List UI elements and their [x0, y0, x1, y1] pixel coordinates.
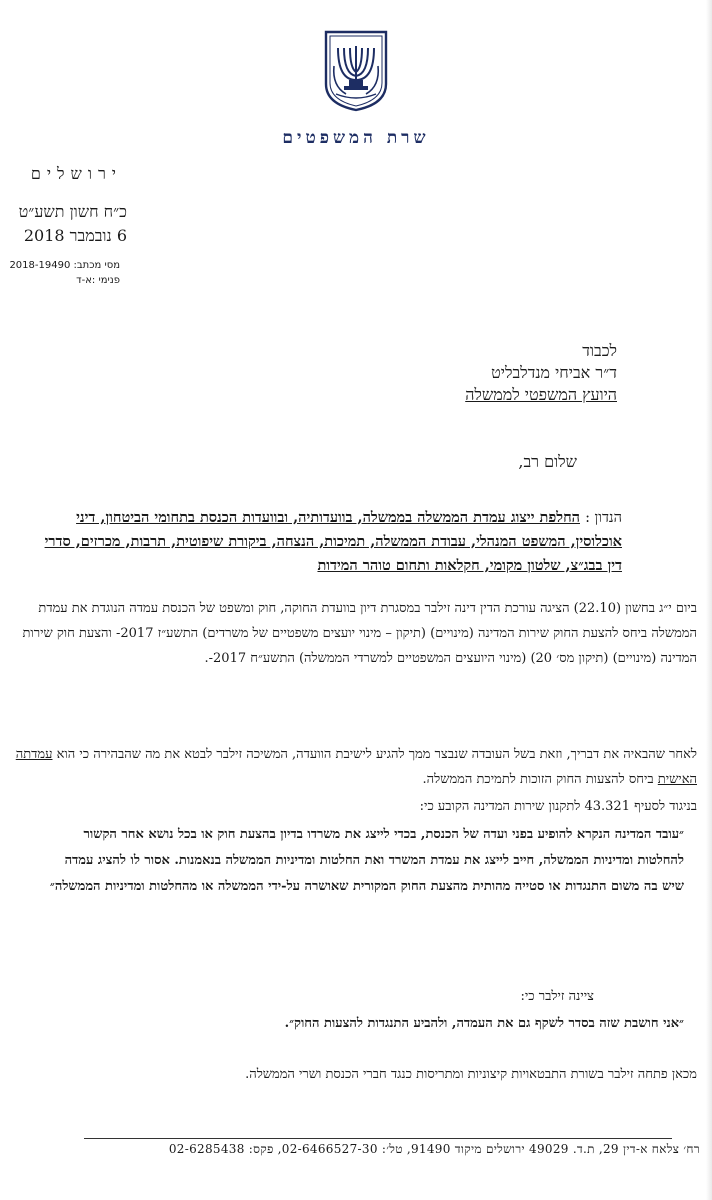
city-name: ירושלים [30, 164, 122, 183]
statement-quote: ״אני חושבת שזה בסדר לשקף גם את העמדה, ולהביע התנגדות להצעות החוק״. [284, 1016, 684, 1031]
paragraph-2-end: ביחס להצעות החוק הזוכות לתמיכת הממשלה. [422, 772, 658, 787]
body-paragraph-4: ציינה זילבר כי: [520, 989, 594, 1004]
recipient-block [317, 340, 617, 406]
regulation-quote: ״עובד המדינה הנקרא להופיע בפני ועדה של הכנסת, בכדי לייצג את משרדו בדיון בהצעת חוק או בכל נושא אחר הקשור להחלטות ומדיניות הממשלה, חייב לייצג את עמדת המשרד ואת החלטות ומדיניות הממשלה בנאמנות. אסור לו להציג עמדה שיש בה משום התנגדות או סטייה מהותית מהצעת החוק המקורית שאושרה על-ידי הממשלה או מהחלטות ומדיניות הממשלה״ [49, 827, 684, 894]
recipient-name: ד״ר אביחי מנדלבליט [491, 363, 617, 382]
scan-edge-shadow [706, 0, 712, 1200]
menorah-emblem-icon [322, 28, 390, 112]
ministry-title: שרת המשפטים [282, 128, 430, 148]
hebrew-date: כ״ח חשון תשע״ט [18, 202, 127, 221]
subject-line [30, 506, 622, 578]
paragraph-2-emphasis: עמדתה האישית [15, 747, 697, 787]
greeting: שלום רב, [518, 452, 577, 471]
footer-address: רח׳ צלאח א-דין 29, ת.ד. 49029 ירושלים מיקוד 91490, טל׳: 02-6466527-30, פקס: 02-6285438 [168, 1142, 700, 1156]
recipient-title: היועץ המשפטי לממשלה [465, 385, 617, 404]
subject-label: הנדון : [585, 510, 622, 526]
gregorian-date: 6 נובמבר 2018 [23, 226, 127, 245]
body-paragraph-5: מכאן פתחה זילבר בשורת התבטאויות קיצוניות ומתריסות כנגד חברי הכנסת ושרי הממשלה. [245, 1067, 697, 1082]
internal-reference: פנימי :א-ד [76, 275, 120, 286]
paragraph-2-start: לאחר שהבאיה את דבריך, וזאת בשל העובדה שנבצר ממך להגיע לישיבת הוועדה, המשיכה זילבר לבטא את מה שהבהירה כי הוא [52, 747, 697, 762]
body-paragraph-3: בניגוד לסעיף 43.321 לתקנון שירות המדינה הקובע כי: [419, 799, 697, 814]
footer-divider [84, 1138, 672, 1139]
body-paragraph-2 [14, 742, 697, 792]
letter-reference-number: מסי מכתב: 2018-19490 [9, 260, 120, 271]
subject-text: החלפת ייצוג עמדת הממשלה בממשלה, בוועדותיה, ובוועדות הכנסת בתחומי הביטחון, דיני אוכלוסין, המשפט המנהלי, עבודת הממשלה, תמיכות, הנצחה, ביקורת שיפוטית, תרבות, מכרזים, סדרי דין בבג״צ, שלטון מקומי, חקלאות ותחום טוהר המידות [44, 509, 622, 574]
recipient-honorific: לכבוד [582, 341, 617, 360]
body-paragraph-1: ביום י״ג בחשון (22.10) הציגה עורכת הדין דינה זילבר במסגרת דיון בוועדת החוקה, חוק ומשפט של הכנסת עמדה הנוגדת את עמדת הממשלה ביחס להצעת החוק שירות המדינה (מינויים) (תיקון – מינוי יועצים משפטיים של משרדים) התשע״ז 2017- והצעת חוק שירות המדינה (מינויים) (תיקון מס׳ 20) (מינוי היועצים המשפטיים למשרדי הממשלה) התשע״ח 2017-. [22, 601, 697, 666]
